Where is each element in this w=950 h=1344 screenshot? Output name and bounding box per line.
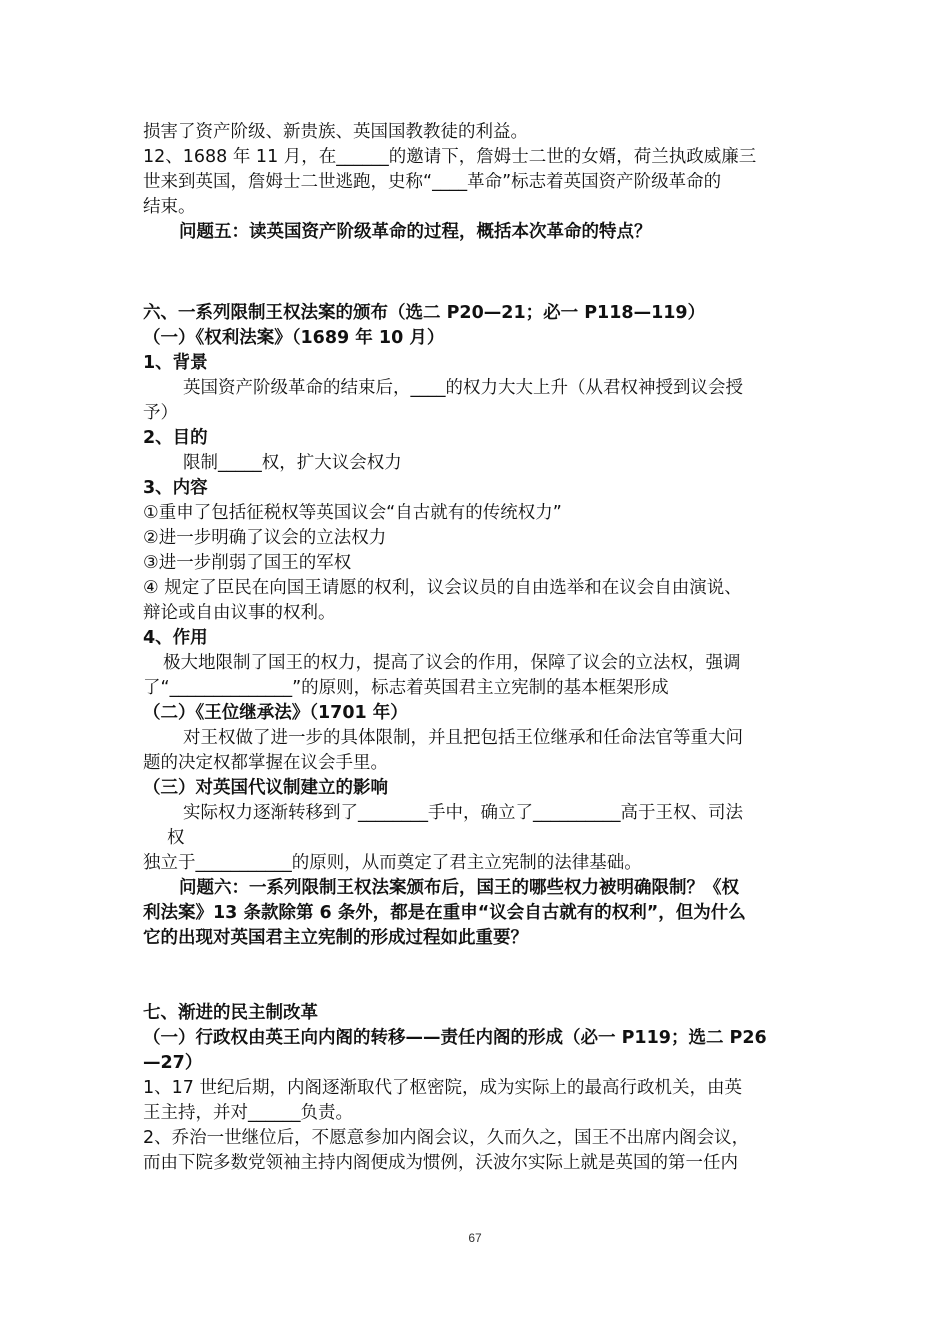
text-line: 实际权力逐渐转移到了________手中，确立了__________高于王权、司法 xyxy=(183,803,743,823)
text-line: 而由下院多数党领袖主持内阁便成为惯例，沃波尔实际上就是英国的第一任内 xyxy=(143,1153,738,1173)
question-six: 它的出现对英国君主立宪制的形成过程如此重要？ xyxy=(143,928,528,948)
subheading: —27） xyxy=(143,1053,203,1073)
text-line: 2、乔治一世继位后，不愿意参加内阁会议，久而久之，国王不出席内阁会议， xyxy=(143,1128,750,1148)
subheading: （三）对英国代议制建立的影响 xyxy=(143,778,388,798)
subheading: （一）《权利法案》（1689 年 10 月） xyxy=(143,328,445,348)
heading-background: 1、背景 xyxy=(143,353,208,373)
subheading: （一）行政权由英王向内阁的转移——责任内阁的形成（必一 P119；选二 P26 xyxy=(143,1028,767,1048)
section-six-title: 六、一系列限制王权法案的颁布（选二 P20—21；必一 P118—119） xyxy=(143,303,706,323)
subheading: （二）《王位继承法》（1701 年） xyxy=(143,703,408,723)
text-line: 予） xyxy=(143,403,178,423)
document-body xyxy=(143,120,811,1176)
list-item: ①重申了包括征税权等英国议会“自古就有的传统权力” xyxy=(143,503,562,523)
text-line: 极大地限制了国王的权力，提高了议会的作用，保障了议会的立法权，强调 xyxy=(163,653,741,673)
text-line: 题的决定权都掌握在议会手里。 xyxy=(143,753,388,773)
heading-content: 3、内容 xyxy=(143,478,208,498)
text-line: 英国资产阶级革命的结束后，____的权力大大上升（从君权神授到议会授 xyxy=(183,378,743,398)
list-item: ④ 规定了臣民在向国王请愿的权利，议会议员的自由选举和在议会自由演说、 xyxy=(143,578,742,598)
list-item: ②进一步明确了议会的立法权力 xyxy=(143,528,387,548)
text-line: 结束。 xyxy=(143,197,196,217)
heading-purpose: 2、目的 xyxy=(143,428,208,448)
text-line: 权 xyxy=(167,828,185,848)
section-seven-title: 七、渐进的民主制改革 xyxy=(143,1003,318,1023)
text-line: 世来到英国，詹姆士二世逃跑，史称“____革命”标志着英国资产阶级革命的 xyxy=(143,172,722,192)
question-six: 问题六：一系列限制王权法案颁布后，国王的哪些权力被明确限制？《权 xyxy=(179,878,739,898)
text-line: 了“______________”的原则，标志着英国君主立宪制的基本框架形成 xyxy=(143,678,669,698)
text-line: 损害了资产阶级、新贵族、英国国教教徒的利益。 xyxy=(143,122,528,142)
text-line: 12、1688 年 11 月，在______的邀请下，詹姆士二世的女婿，荷兰执政威廉三 xyxy=(143,147,757,167)
text-line: 辩论或自由议事的权利。 xyxy=(143,603,336,623)
question-five: 问题五：读英国资产阶级革命的过程，概括本次革命的特点？ xyxy=(179,222,652,242)
page-number: 67 xyxy=(468,1231,482,1245)
text-line: 对王权做了进一步的具体限制，并且把包括王位继承和任命法官等重大问 xyxy=(183,728,743,748)
text-line: 王主持，并对______负责。 xyxy=(143,1103,353,1123)
heading-effect: 4、作用 xyxy=(143,628,208,648)
question-six: 利法案》13 条款除第 6 条外，都是在重申“议会自古就有的权利”，但为什么 xyxy=(143,903,746,923)
list-item: ③进一步削弱了国王的军权 xyxy=(143,553,352,573)
text-line: 独立于___________的原则，从而奠定了君主立宪制的法律基础。 xyxy=(143,853,642,873)
text-line: 1、17 世纪后期，内阁逐渐取代了枢密院，成为实际上的最高行政机关，由英 xyxy=(143,1078,742,1098)
text-line: 限制_____权，扩大议会权力 xyxy=(183,453,402,473)
